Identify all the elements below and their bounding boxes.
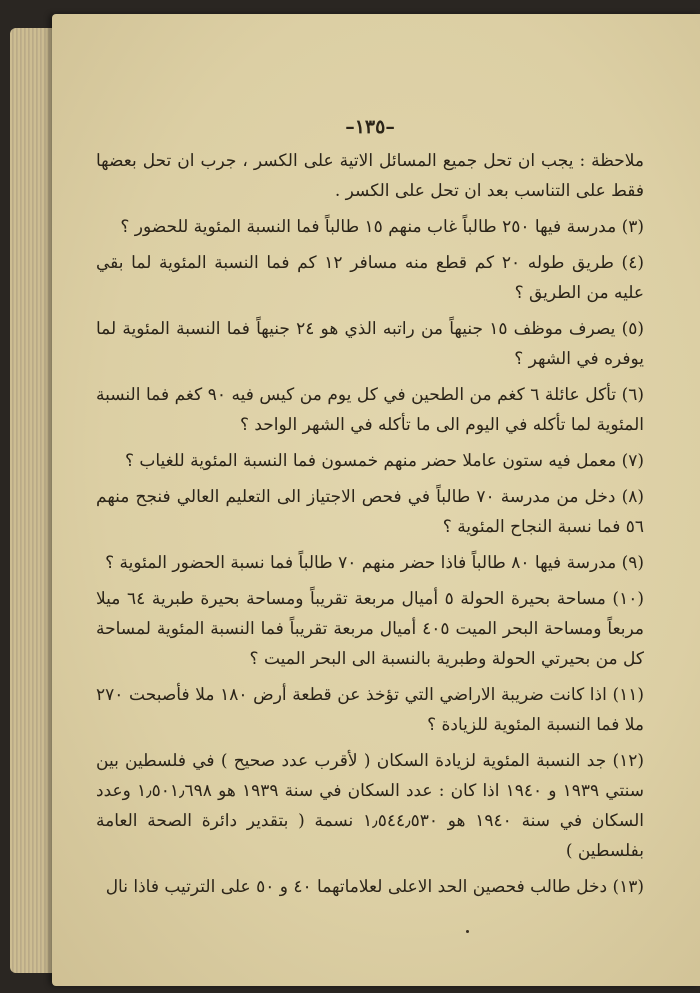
- question-9: (٩) مدرسة فيها ٨٠ طالباً فاذا حضر منهم ٧٠ طالباً فما نسبة الحضور المئوية ؟: [105, 553, 644, 573]
- question-12: (١٢) جد النسبة المئوية لزيادة السكان ( لأقرب عدد صحيح ) في فلسطين بين سنتي ١٩٣٩ و ١٩٤٠ اذا كان : عدد السكان في سنة ١٩٣٩ هو ١٫٥٠١٫٦٩٨ وعدد السكان في سنة ١٩٤٠ هو ١٫٥٤٤٫٥٣٠ نسمة ( بتقدير دائرة الصحة العامة بفلسطين ): [96, 751, 644, 861]
- ink-dot: [466, 930, 469, 933]
- question-13: (١٣) دخل طالب فحصين الحد الاعلى لعلاماتهما ٤٠ و ٥٠ على الترتيب فاذا نال: [105, 877, 644, 897]
- note-paragraph: ملاحظة : يجب ان تحل جميع المسائل الاتية على الكسر ، جرب ان تحل بعضها فقط على التناسب بعد ان تحل على الكسر .: [96, 151, 644, 201]
- question-11: (١١) اذا كانت ضريبة الاراضي التي تؤخذ عن قطعة أرض ١٨٠ ملا فأصبحت ٢٧٠ ملا فما النسبة المئوية للزيادة ؟: [96, 685, 644, 735]
- page-number: –١٣٥–: [345, 116, 395, 138]
- question-8: (٨) دخل من مدرسة ٧٠ طالباً في فحص الاجتياز الى التعليم العالي فنجح منهم ٥٦ فما نسبة النجاح المئوية ؟: [96, 487, 644, 537]
- question-5: (٥) يصرف موظف ١٥ جنيهاً من راتبه الذي هو ٢٤ جنيهاً فما النسبة المئوية لما يوفره في الشهر ؟: [96, 319, 644, 369]
- question-4: (٤) طريق طوله ٢٠ كم قطع منه مسافر ١٢ كم فما النسبة المئوية لما بقي عليه من الطريق ؟: [96, 253, 644, 303]
- question-3: (٣) مدرسة فيها ٢٥٠ طالباً غاب منهم ١٥ طالباً فما النسبة المئوية للحضور ؟: [120, 217, 644, 237]
- question-6: (٦) تأكل عائلة ٦ كغم من الطحين في كل يوم من كيس فيه ٩٠ كغم فما النسبة المئوية لما تأكله في اليوم الى ما تأكله في الشهر الواحد ؟: [96, 385, 644, 435]
- question-7: (٧) معمل فيه ستون عاملا حضر منهم خمسون فما النسبة المئوية للغياب ؟: [124, 451, 644, 471]
- question-10: (١٠) مساحة بحيرة الحولة ٥ أميال مربعة تقريباً ومساحة بحيرة طبرية ٦٤ ميلا مربعاً ومساحة البحر الميت ٤٠٥ أميال مربعة تقريباً فما النسبة المئوية لمساحة كل من بحيرتي الحولة وطبرية بالنسبة الى البحر الميت ؟: [96, 589, 644, 669]
- page-content: [96, 112, 644, 908]
